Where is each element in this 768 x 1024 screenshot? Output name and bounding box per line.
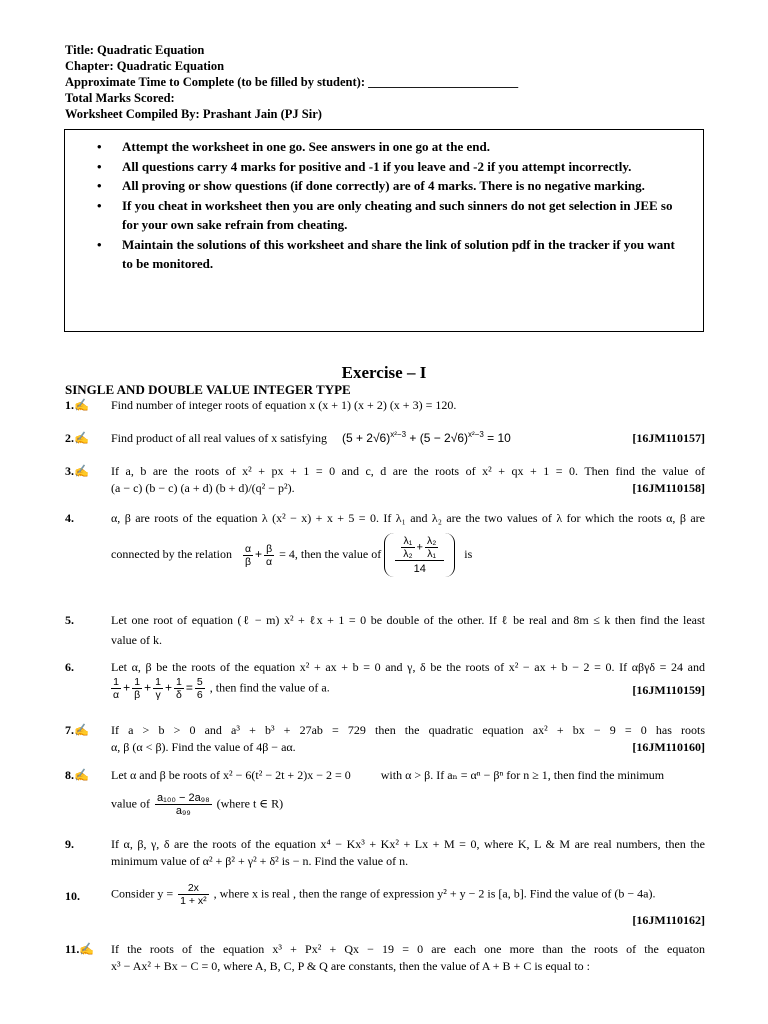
fraction-denominator: α (113, 689, 120, 701)
question-number: 9. (65, 837, 74, 851)
instructions-list (97, 137, 687, 274)
instruction-item: • All proving or show questions (if done correctly) are of 4 marks. There is no negative marking. (97, 176, 687, 196)
fraction (195, 676, 205, 701)
fraction-numerator: 1 (155, 676, 161, 688)
question-number: 10. (65, 889, 80, 903)
section-title: SINGLE AND DOUBLE VALUE INTEGER TYPE (65, 382, 351, 397)
fraction-denominator: γ (155, 689, 161, 701)
equation-exponent: x²−3 (467, 430, 484, 439)
question-text: connected by the relation (111, 546, 232, 561)
question-text: x³ − Ax² + Bx − C = 0, where A, B, C, P & Q are constants, then the value of A + B + C is equal to : (111, 959, 590, 973)
fraction-denominator: 6 (196, 689, 203, 701)
fraction-denominator: 14 (413, 563, 426, 575)
worksheet-title: Title: Quadratic Equation (65, 43, 205, 57)
question-text: If α, β, γ, δ are the roots of the equation x⁴ − Kx³ + Kx² + Lx + M = 0, where K, L & M are real numbers, then the (111, 837, 705, 851)
question-text: If a, b are the roots of x² + px + 1 = 0 and c, d are the roots of x² + qx + 1 = 0. Then find the value of (111, 464, 705, 478)
fraction-numerator: λ₂ (426, 535, 437, 547)
question-text: is (464, 546, 473, 561)
fraction (401, 535, 414, 560)
instruction-item: • If you cheat in worksheet then you are only cheating and such sinners do not get selection in JEE so for your own sake refrain from cheating. (97, 196, 687, 235)
fraction (153, 676, 163, 701)
fraction-numerator: 1 (174, 676, 184, 689)
instruction-item: • All questions carry 4 marks for positive and -1 if you leave and -2 if you attempt incorrectly. (97, 157, 687, 177)
question-number: 11.✍ (65, 942, 95, 956)
question-code: [16JM110162] (632, 913, 705, 927)
fraction (155, 792, 212, 817)
fraction-numerator: λ₁ (401, 535, 414, 548)
question-text: Consider y = (111, 886, 174, 901)
fraction-numerator: 5 (196, 676, 203, 688)
fraction (264, 543, 274, 568)
fraction-denominator: β (244, 555, 252, 568)
fraction: $\frac{\text{λ₁}}{\text{λ₂}}$ + $\frac{\text{λ₂}}{\text{λ₁}}$ 14 (395, 535, 444, 575)
question-4: 4. α, β are roots of the equation λ (x² − x) + x + 5 = 0. If λ₁ and λ₂ are the two values of λ for which the roots α, β are connected by the relation $\frac{\alpha}{\beta}$ + $\frac{\beta}{\alpha}$ = 4, then the value of $\frac{\text{λ₁}}{\text{λ₂}}$ + $\frac{\text{λ₂}}{\text{λ₁}}$ 14 is (65, 511, 705, 575)
question-text: Find number of integer roots of equation x (x + 1) (x + 2) (x + 3) = 120. (111, 398, 457, 412)
question-text: value of (111, 796, 150, 811)
fraction (174, 676, 184, 701)
instruction-item: • Attempt the worksheet in one go. See answers in one go at the end. (97, 137, 687, 157)
question-number: 4. (65, 511, 74, 525)
question-text: Find product of all real values of x satisfying (111, 431, 327, 445)
question-number: 1.✍ (65, 398, 89, 412)
question-number: 3.✍ (65, 464, 89, 478)
question-text: minimum value of α² + β² + γ² + δ² is − n. Find the value of n. (111, 854, 409, 868)
question-text: If a > b > 0 and a³ + b³ + 27ab = 729 then the quadratic equation ax² + bx − 9 = 0 has roots (111, 723, 705, 737)
question-text: with α > β. If aₙ = αⁿ − βⁿ for n ≥ 1, then find the minimum (380, 768, 665, 782)
question-text: value of k. (111, 633, 162, 647)
exercise-title: Exercise – I (341, 363, 427, 382)
fraction (243, 543, 253, 568)
question-text: = 4, then the value of (279, 546, 382, 561)
equation (342, 431, 511, 445)
fraction (425, 535, 438, 560)
question-code: [16JM110159] (632, 683, 705, 697)
question-code: [16JM110160] (632, 740, 705, 754)
fraction-denominator: β (134, 689, 141, 701)
fraction-denominator: δ (176, 689, 182, 701)
fraction-denominator: a₉₉ (175, 805, 191, 817)
question-number: 5. (65, 613, 74, 627)
fraction (178, 882, 209, 907)
question-number: 7.✍ (65, 723, 89, 737)
question-text: If the roots of the equation x³ + Px² + Qx − 19 = 0 are each one more than the roots of the equaton (111, 942, 705, 956)
question-text: , then find the value of a. (209, 680, 330, 695)
equation-term: + (5 − 2√6) (406, 431, 468, 445)
worksheet-compiled-by: Worksheet Compiled By: Prashant Jain (PJ Sir) (65, 107, 322, 121)
fraction-numerator: 1 (132, 676, 142, 689)
question-text: Let α, β be the roots of the equation x² + ax + b = 0 and γ, δ be the roots of x² − ax + b − 2 = 0. If αβγδ = 24 and (111, 660, 705, 674)
instructions-box (64, 129, 704, 332)
worksheet-time: Approximate Time to Complete (to be filled by student): ________________________ (65, 75, 519, 89)
question-text: Let α and β be roots of x² − 6(t² − 2t + 2)x − 2 = 0 (111, 768, 351, 782)
equation-term: = 10 (483, 431, 511, 445)
fraction-numerator: 2x (178, 882, 209, 895)
question-code: [16JM110158] (632, 481, 705, 495)
fraction-denominator: λ₂ (403, 548, 413, 560)
question-text: (where t ∈ R) (216, 796, 284, 811)
question-number: 6. (65, 660, 74, 674)
question-text: (a − c) (b − c) (a + d) (b + d)/(q² − p²). (111, 481, 295, 495)
instruction-item: • Maintain the solutions of this worksheet and share the link of solution pdf in the tracker if you want to be monitored. (97, 235, 687, 274)
fraction-denominator: α (266, 555, 273, 568)
equation-exponent: x²−3 (390, 430, 407, 439)
question-code: [16JM110157] (632, 431, 705, 445)
fraction-numerator: β (264, 543, 274, 556)
question-number: 2.✍ (65, 431, 89, 445)
fraction-numerator: 1 (111, 676, 121, 689)
question-text: , where x is real , then the range of expression y² + y − 2 is [a, b]. Find the value of (b − 4a). (213, 886, 656, 901)
question-text: α, β (α < β). Find the value of 4β − aα. (111, 740, 296, 754)
fraction-numerator: α (244, 542, 252, 555)
fraction-denominator: 1 + x² (180, 895, 207, 907)
question-number: 8.✍ (65, 768, 89, 782)
worksheet-marks: Total Marks Scored: (65, 91, 175, 105)
fraction (111, 676, 121, 701)
equation-term: (5 + 2√6) (341, 431, 391, 445)
question-text: Let one root of equation (ℓ − m) x² + ℓx + 1 = 0 be double of the other. If ℓ be real and 8m ≤ k then find the least (111, 613, 705, 627)
fraction-numerator: a₁₀₀ − 2a₉₈ (156, 792, 210, 804)
question-text: α, β are roots of the equation λ (x² − x) + x + 5 = 0. If λ₁ and λ₂ are the two values of λ for which the roots α, β are (111, 511, 705, 525)
bracketed-expression (384, 533, 455, 577)
fraction-denominator: λ₁ (427, 548, 437, 560)
worksheet-header (65, 42, 518, 122)
fraction (132, 676, 142, 701)
worksheet-chapter: Chapter: Quadratic Equation (65, 59, 225, 73)
